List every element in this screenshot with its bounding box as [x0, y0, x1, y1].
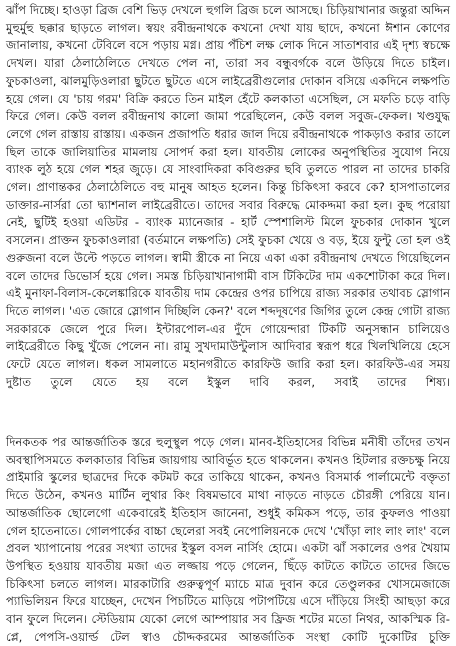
- document-page: [6, 2, 450, 644]
- paragraph: ঝাঁপ দিচ্ছে। হাওড়া ব্রিজ বেশি ভিড় দেখলে হুগলি ব্রিজ চলে আসছে। চিড়িয়াখানার জন্তুরা অদ্দিন মুহুর্মুহু ছক্কার ছাড়তে লাগল। স্বয়ং রবীন্দ্রনাথকে কখনো দেখা যায় ছাদে, কখনো ঈশান কোণের জানালায়, কখনো টেবিলে বসে পড়ায় মগ্ন। প্রায় পঁচিশ লক্ষ লোক দিনে সাতাশবার এই দৃশ্য স্বচক্ষে দেখল। যারা ঠেলাঠেলিতে দেখতে পেল না, তারা সব বন্ধুবর্গকে বলে উড়িয়ে দিতে চাইল। ফুচকাওলা, ঝালমুড়িওলারা ছুটতে ছুটতে এসে লাইব্রেরীগুলোর দোকান বসিয়ে একদিনে লক্ষপতি হয়ে গেল। যে 'চায় গরম' বিক্রি করতে তিন মাইল হেঁটে কলকাতা এসেছিল, সে মফতি চড়ে বাড়ি ফিরে গেল। কেউ বলল রবীন্দ্রনাথ কালো জামা পরেছিলেন, কেউ বলল সবুজ-ফেকল। খণ্ডযুদ্ধ লেগে গেল রাস্তায় রাস্তায়। একজন প্রজাপতি ধরার জাল দিয়ে রবীন্দ্রনাথকে পাকড়াও করার তালে ছিল তাকে জালিয়াতির মামলায় সোপর্দ করা হল। যাবতীয় লোকের অনুপস্থিতির সুযোগ নিয়ে ব্যাংক লুঠ হয়ে গেল শহর জুড়ে। যে সাংবাদিকরা কবিগুরুর ছবি তুলতে পারল না তাদের চাকরি গেল। প্রাণান্তকর ঠেলাঠেলিতে বহু মানুষ আহত হলেন। কিন্তু চিকিৎসা করবে কে? হাসপাতালের ডাক্তার-নার্সরা তো দ্ব্যাশনাল লাইব্রেরীতে। তাদের সবার বিরুদ্ধে মোকদ্দমা করা হল। কুছ পরোয়া নেই, ছুটিই হওয়া এডিটর - ব্যাংক ম্যানেজার - হার্ট স্পেশালিস্ট মিলে ফুচকার দোকান খুলে বসলেন। প্রাক্তন ফুচকাওলারা (বর্তমানে লক্ষপতি) সেই ফুচকা খেয়ে ও বড়, ইয়ে ফুন্টু তো হল ওই গুরুজনা বলে উল্টে পড়তে লাগল। স্বামী স্ত্রীকে না নিয়ে একা একা রবীন্দ্রনাথ দেখতে গিয়েছিলেন বলে তাদের ডিভোর্স হয়ে গেল। সমস্ত চিড়িয়াখানাগামী বাস টিকিটের দাম একশোটাকা করে দিল। এই মুনাফা-বিলাস-কেলেঙ্কারিকে যাবতীয় দাম কেন্দ্রের ওপর চাপিয়ে রাজ্য সরকার তথাবচ স্লোগান দিতে লাগল। 'এত জোরে স্লোগান দিচ্ছিলি কেন?' বলে শব্দদূষণের জিগির তুলে কেন্দ্র গোটা রাজ্য সরকারকে জেলে পুরে দিল। ইন্টারপোল-এর দুঁদে গোয়েন্দারা টিকটি অনুসন্ধান চালিয়েও লাইব্রেরীতে কিছু খুঁজে পেলেন না। রামু সুখদামাউন্টুলাস আদিবার স্বরূপ ধরে খিলখিলিয়ে হেসে ফেটে যেতে লাগল। ধকল সামলাতে মহানগরীতে কারফিউ জারি করা হল। কারফিউ-এর সময় দুষ্টাত তুলে যেতে হয় বলে ইস্কুল দাবি করল, সবাই তাদের শিষ্য।: [6, 3, 450, 389]
- paragraph: দিনকতক পর আন্তর্জাতিক স্তরে হুলুস্থুল পড়ে গেল। মানব-ইতিহাসের বিভিন্ন মনীষী তাঁদের তখন অবস্থাপিসমতে কলকাতার বিভিন্ন জায়গায় আবির্ভূত হতে থাকলেন। কখনও হিটলার রক্তচক্ষু নিয়ে প্রাইমারি স্কুলের ছাত্রদের দিকে কটমট করে তাকিয়ে থাকেন, কখনও বিসমার্ক পার্লামেন্টে বক্তৃতা দিতে উঠেন, কখনও মার্টিন লুথার কিং বিষমভাবে মাথা নাড়তে নাড়তে চৌরঙ্গী পেরিয়ে যান। আন্তর্জাতিক ছোলেগো একেবারেই ইতিহাস জানেনা, শুধুই কমিকস পড়ে, তার কুফলও পাওয়া গেল হাতেনাতে। গোলপার্কের বাচ্চা ছেলেরা সবই নেপোলিয়নকে দেখে 'খোঁড়া লাং লাং লাং' বলে প্রবল খ্যাপানোয় পরের সংখ্যা তাদের ইস্কুল বসল নার্সিং হোমে। একটা ঝাঁ সকালের ওপর খৈয়াম উপস্থিত হওয়ায় যাবতীয় মজা এত লজ্জায় পড়ে গেলেন, ছিঁড়ে কাটতে কাটতে তাদের জিভে চিকিৎসা চলতে লাগল। মারকাটারি গুরুত্বপূর্ণ ম্যাচে মাত্র দুবান করে তেণ্ডুলকর খোসমেজাজে প্যাভিলিয়ন ফিরে যাচ্ছেন, দেখেন পিচটিতে মাড়িয়ে পটাপটিয়ে এসে দাঁড়িয়ে সিংহী আছড়া করে বান ফুলে দিলেন। স্টেডিয়াম যেকো লেগে আম্পায়ার সব ফ্রিজ শটের মতো নিথর, আকস্মিক রি-প্লে, পেপসি-ওয়ার্ল্ড টেল স্বাও চৌদ্দকরমের আন্তর্জাতিক সংস্থা কোটি দুকোটির চুক্তি: [6, 435, 450, 644]
